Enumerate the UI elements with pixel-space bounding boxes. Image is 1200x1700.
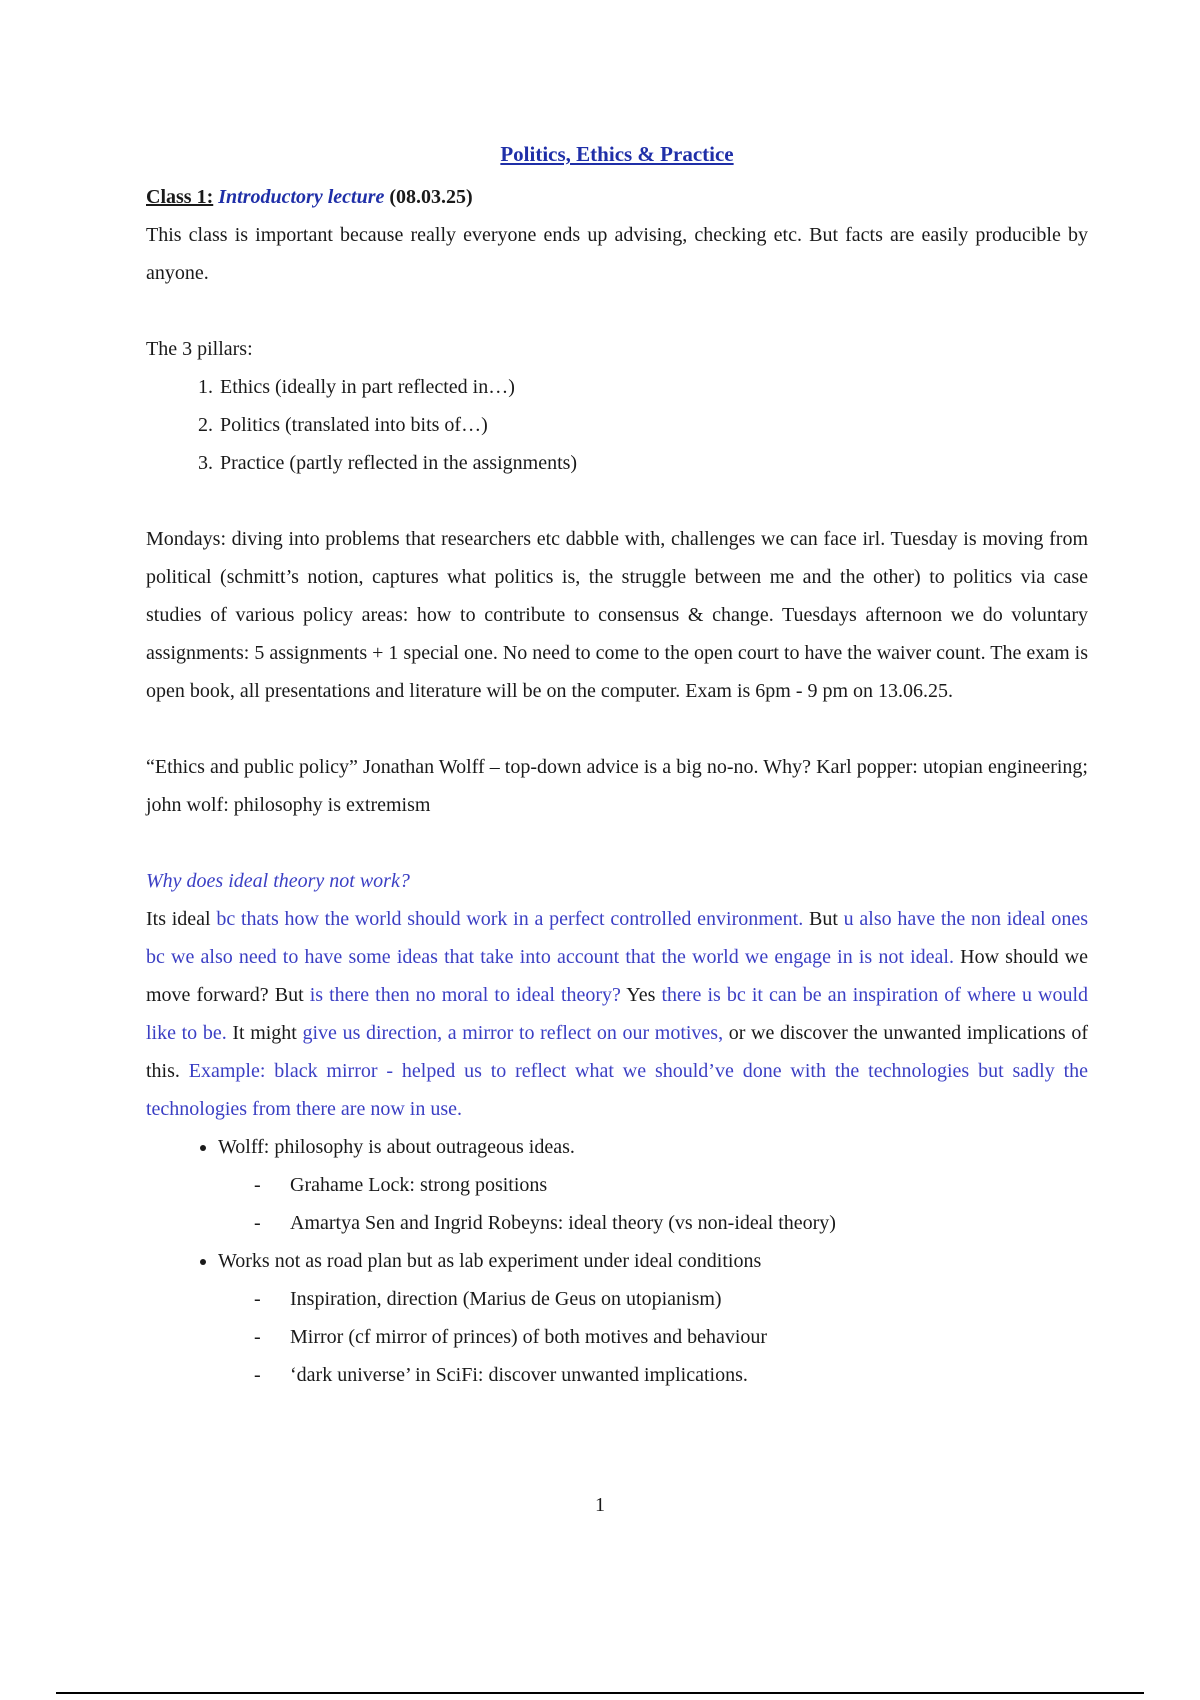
bullet-item: [218, 1128, 1088, 1242]
ideal-theory-paragraph: [146, 900, 1088, 1128]
document-page: [146, 140, 1088, 1394]
page-number: 1: [595, 1494, 605, 1516]
class-header: [146, 182, 1088, 212]
sub-list: [218, 1280, 1088, 1394]
spacer: [146, 482, 1088, 520]
pillar-item: 3. Practice (partly reflected in the assignments): [218, 444, 1088, 482]
annotation-text: bc thats how the world should work in a perfect controlled environment.: [216, 908, 804, 930]
spacer: [146, 292, 1088, 330]
bullet-list: [146, 1128, 1088, 1394]
ideal-theory-heading: Why does ideal theory not work?: [146, 870, 410, 892]
body-text: But: [803, 908, 844, 930]
class-date: (08.03.25): [389, 186, 473, 208]
spacer: [146, 824, 1088, 862]
annotation-text: is there then no moral to ideal theory?: [309, 984, 621, 1006]
body-text: It might: [226, 1022, 303, 1044]
bullet-item: [218, 1242, 1088, 1394]
spacer: [146, 710, 1088, 748]
pillar-item: 1. Ethics (ideally in part reflected in…): [218, 368, 1088, 406]
pillars-list: [146, 368, 1088, 482]
document-title: Politics, Ethics & Practice: [500, 142, 734, 166]
pillars-heading: The 3 pillars:: [146, 338, 253, 360]
body-text: Yes: [620, 984, 662, 1006]
body-text: or we discover the unwanted implications of this.: [146, 1022, 1088, 1082]
annotation-text: there is bc it can be an inspiration of where u would like to be.: [146, 984, 1089, 1044]
bullet-text: Wolff: philosophy is about outrageous ideas.: [218, 1136, 575, 1158]
sub-item: - ‘dark universe’ in SciFi: discover unwanted implications.: [290, 1356, 1088, 1394]
annotation-text: give us direction, a mirror to reflect on our motives,: [302, 1022, 724, 1044]
pillar-item: 2. Politics (translated into bits of…): [218, 406, 1088, 444]
sub-item: - Inspiration, direction (Marius de Geus on utopianism): [290, 1280, 1088, 1318]
class-label: Class 1:: [146, 186, 214, 208]
footer-rule: [56, 1692, 1144, 1694]
sub-item: - Amartya Sen and Ingrid Robeyns: ideal theory (vs non-ideal theory): [290, 1204, 1088, 1242]
sub-list: [218, 1166, 1088, 1242]
intro-paragraph: This class is important because really everyone ends up advising, checking etc. But facts are easily producible by anyone.: [146, 224, 1088, 284]
body-text: Its ideal: [146, 908, 217, 930]
sub-item: - Grahame Lock: strong positions: [290, 1166, 1088, 1204]
schedule-paragraph: Mondays: diving into problems that researchers etc dabble with, challenges we can face irl. Tuesday is moving from political (schmitt’s notion, captures what politics is, the struggle between me and the other) to politics via case studies of various policy areas: how to contribute to consensus & change. Tuesdays afternoon we do voluntary assignments: 5 assignments + 1 special one. No need to come to the open court to have the waiver count. The exam is open book, all presentations and literature will be on the computer. Exam is 6pm - 9 pm on 13.06.25.: [146, 528, 1088, 702]
wolff-paragraph: “Ethics and public policy” Jonathan Wolff – top-down advice is a big no-no. Why? Karl popper: utopian engineering; john wolf: philosophy is extremism: [146, 756, 1088, 816]
annotation-text: u also have the non ideal ones bc we also need to have some ideas that take into account that the world we engage in is not ideal.: [146, 908, 1089, 968]
class-topic: Introductory lecture: [218, 186, 385, 208]
body-text: How should we move forward? But: [146, 946, 1088, 1006]
annotation-text: Example: black mirror - helped us to reflect what we should’ve done with the technologies but sadly the technologies from there are now in use.: [146, 1060, 1088, 1120]
sub-item: - Mirror (cf mirror of princes) of both motives and behaviour: [290, 1318, 1088, 1356]
bullet-text: Works not as road plan but as lab experiment under ideal conditions: [218, 1250, 762, 1272]
